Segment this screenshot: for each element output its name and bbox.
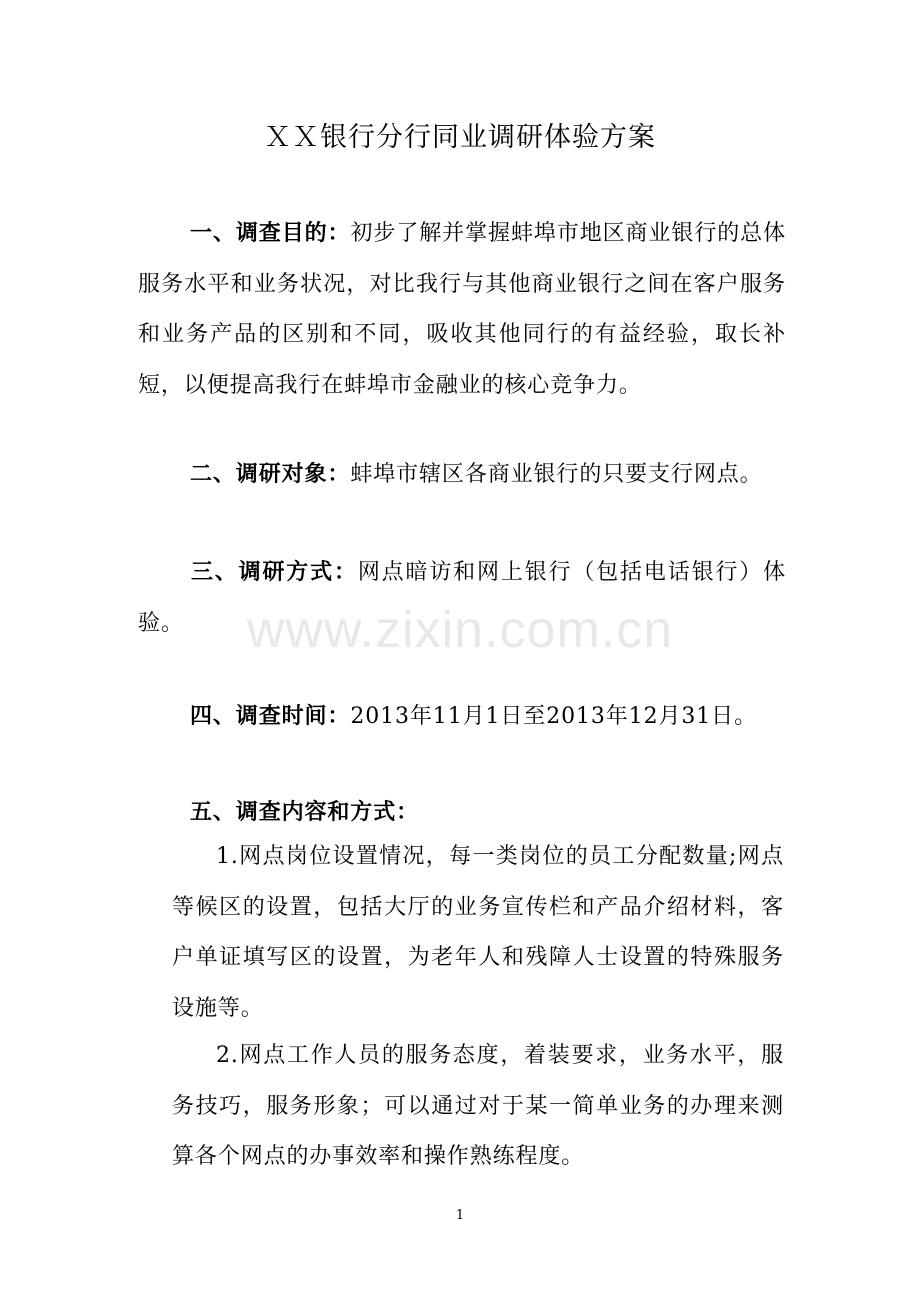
section-purpose-label: 一、调查目的： bbox=[190, 220, 351, 246]
section-time bbox=[138, 691, 786, 743]
section-method bbox=[138, 547, 786, 649]
document-title: ＸＸ银行分行同业调研体验方案 bbox=[264, 122, 656, 153]
content-item-text: 1.网点岗位设置情况，每一类岗位的员工分配数量;网点等候区的设置，包括大厅的业务宣传栏和产品介绍材料，客户单证填写区的设置，为老年人和残障人士设置的特殊服务设施等。 bbox=[172, 844, 784, 1021]
section-purpose-text: 初步了解并掌握蚌埠市地区商业银行的总体服务水平和业务状况，对比我行与其他商业银行之间在客户服务和业务产品的区别和不同，吸收其他同行的有益经验，取长补短，以便提高我行在蚌埠市金融业的核心竞争力。 bbox=[138, 221, 786, 398]
section-target-text: 蚌埠市辖区各商业银行的只要支行网点。 bbox=[350, 462, 763, 487]
section-method-label: 三、调研方式： bbox=[190, 559, 358, 585]
section-time-label: 四、调查时间： bbox=[190, 703, 351, 729]
watermark: www.zixin.com.cn bbox=[246, 601, 674, 659]
content-item-text: 2.网点工作人员的服务态度，着装要求，业务水平，服务技巧，服务形象；可以通过对于某一简单业务的办理来测算各个网点的办事效率和操作熟练程度。 bbox=[172, 1043, 784, 1169]
content-item bbox=[172, 1031, 784, 1183]
section-target bbox=[138, 449, 786, 501]
section-target-label: 二、调研对象： bbox=[190, 461, 351, 487]
section-time-text: 2013年11月1日至2013年12月31日。 bbox=[350, 704, 757, 729]
section-content-heading: 五、调查内容和方式： bbox=[190, 799, 420, 825]
content-item bbox=[172, 832, 784, 1034]
section-method-text: 网点暗访和网上银行（包括电话银行）体验。 bbox=[138, 560, 786, 636]
page-number: 1 bbox=[455, 1208, 465, 1223]
section-purpose bbox=[138, 208, 786, 411]
